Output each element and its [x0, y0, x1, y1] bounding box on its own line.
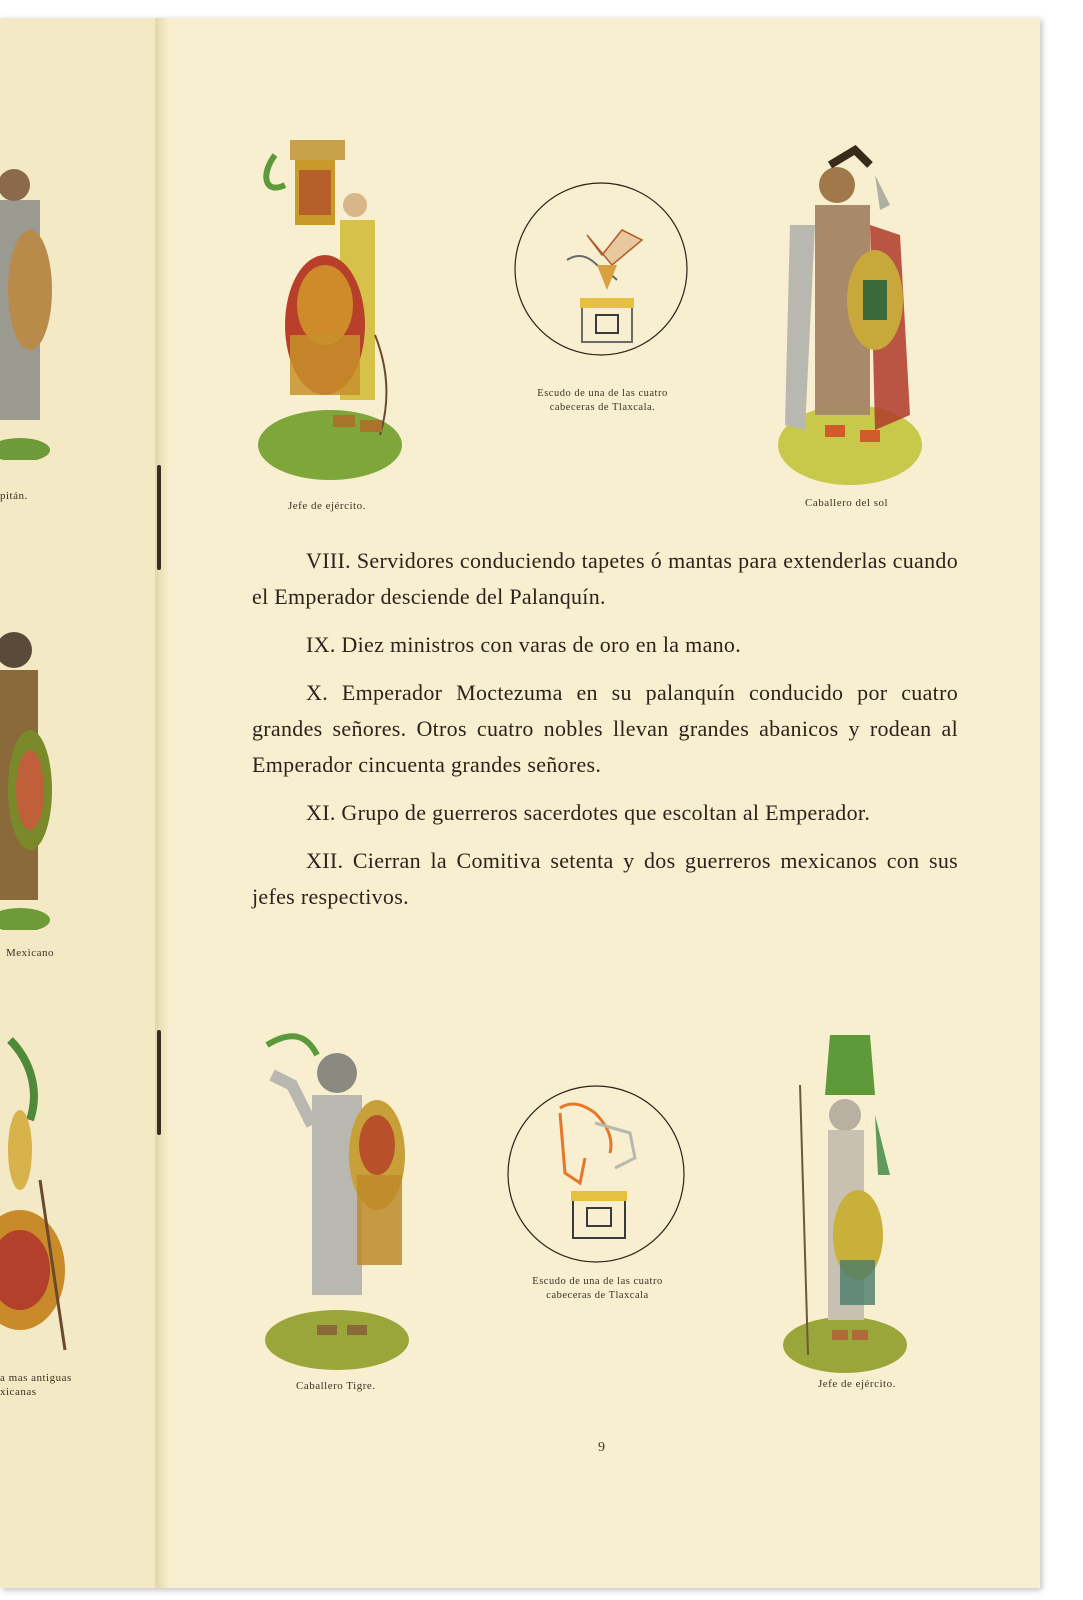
paragraph-viii: VIII. Servidores conduciendo tapetes ó mantas para extenderlas cuando el Emperador desciende del Palanquín. — [252, 548, 958, 609]
page-number: 9 — [598, 1440, 605, 1455]
top-right-caption: Caballero del sol — [805, 497, 889, 509]
bottom-left-caption: Caballero Tigre. — [296, 1380, 376, 1392]
paragraph-ix: IX. Diez ministros con varas de oro en la mano. — [306, 632, 742, 657]
top-left-caption: Jefe de ejército. — [288, 500, 366, 512]
binding-stitch — [157, 465, 161, 570]
paragraph-x: X. Emperador Moctezuma en su palanquín conducido por cuatro grandes señores. Otros cuatro nobles llevan grandes abanicos y rodean al Emperador cincuenta grandes señores. — [252, 680, 958, 777]
top-shield-caption-2: cabeceras de Tlaxcala. — [549, 402, 656, 413]
jefe-de-ejercito-bottom-illustration — [780, 1025, 910, 1375]
text-block — [252, 543, 958, 927]
book-fold — [155, 18, 169, 1588]
caballero-tigre-illustration — [262, 1025, 412, 1375]
paragraph-xi: XI. Grupo de guerreros sacerdotes que escoltan al Emperador. — [306, 800, 871, 825]
left-shield-illustration — [0, 1030, 70, 1360]
left-caption-2: Mexicano — [6, 947, 54, 959]
tlaxcala-shield-eagle-head — [505, 1083, 687, 1265]
binding-stitch — [157, 1030, 161, 1135]
left-warrior-illustration — [0, 160, 60, 460]
left-caption-1: pitán. — [0, 490, 28, 502]
paragraph-xii: XII. Cierran la Comitiva setenta y dos guerreros mexicanos con sus jefes respectivos. — [252, 848, 958, 909]
left-caption-4: xicanas — [0, 1386, 37, 1398]
caballero-del-sol-illustration — [775, 145, 925, 490]
jefe-de-ejercito-illustration — [255, 135, 405, 490]
bottom-shield-caption-1: Escudo de una de las cuatro — [532, 1276, 663, 1287]
left-caption-3: a mas antiguas — [0, 1372, 72, 1384]
bottom-right-caption: Jefe de ejército. — [818, 1378, 896, 1390]
left-warrior-illustration — [0, 600, 60, 930]
bottom-shield-caption-2: cabeceras de Tlaxcala — [546, 1290, 649, 1301]
top-shield-caption-1: Escudo de una de las cuatro — [537, 388, 668, 399]
tlaxcala-shield-bird — [512, 180, 690, 358]
